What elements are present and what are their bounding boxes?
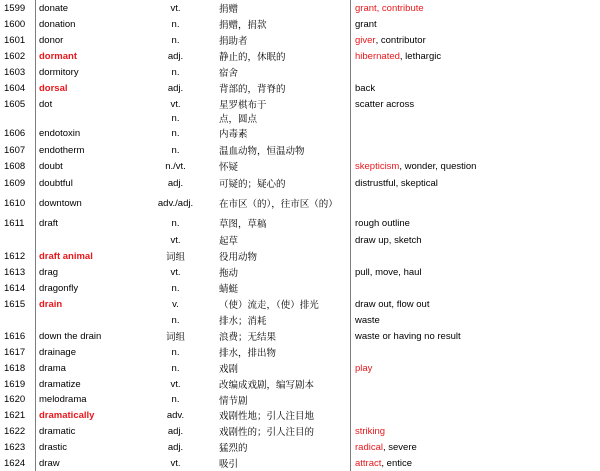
- headword: downtown: [39, 197, 82, 209]
- part-of-speech: n.: [171, 66, 180, 78]
- synonym-text: , entice: [381, 457, 413, 469]
- table-row: [0, 96, 600, 112]
- synonyms: [355, 174, 600, 192]
- entry-number: 1615: [4, 298, 26, 310]
- table-row: [0, 296, 600, 312]
- table-row: [0, 376, 600, 392]
- table-row: [0, 142, 600, 158]
- chinese-definition: 蜻蜓: [219, 284, 239, 295]
- chinese-definition: 捐赠: [219, 4, 239, 15]
- part-of-speech: n.: [171, 282, 180, 294]
- synonym-highlight: hibernated: [355, 50, 400, 62]
- headword: down the drain: [39, 330, 102, 342]
- synonym-text: , contributor: [375, 34, 426, 46]
- headword: drama: [39, 362, 66, 374]
- headword: dramatically: [39, 409, 95, 421]
- entry-number: 1619: [4, 378, 26, 390]
- chinese-definition: 可疑的；疑心的: [219, 179, 286, 190]
- headword: doubtful: [39, 177, 73, 189]
- part-of-speech: vt.: [170, 457, 181, 469]
- table-row: [0, 112, 600, 124]
- part-of-speech: vt.: [170, 266, 181, 278]
- synonyms: [355, 48, 600, 64]
- entry-number: 1599: [4, 2, 26, 14]
- table-row: [0, 232, 600, 248]
- entry-number: 1607: [4, 144, 26, 156]
- table-row: [0, 392, 600, 407]
- chinese-definition: 吸引: [219, 459, 239, 470]
- chinese-definition: 情节剧: [219, 395, 248, 407]
- headword: donate: [39, 2, 69, 14]
- chinese-definition: 背部的，背脊的: [219, 84, 286, 95]
- synonyms: [355, 296, 600, 312]
- part-of-speech: n.: [171, 18, 180, 30]
- entry-number: 1608: [4, 160, 26, 172]
- synonym-text: waste: [355, 314, 380, 326]
- synonyms: [355, 80, 600, 96]
- entry-number: [4, 112, 34, 124]
- synonyms: [355, 439, 600, 455]
- headword: draw: [39, 457, 60, 469]
- entry-number: 1620: [4, 394, 26, 405]
- chinese-definition: 在市区（的），往市区（的）: [219, 199, 338, 210]
- part-of-speech: n.: [171, 127, 180, 139]
- entry-number: 1617: [4, 346, 26, 358]
- table-row: [0, 328, 600, 344]
- table-row: [0, 455, 600, 471]
- chinese-definition: 捐助者: [219, 36, 248, 47]
- part-of-speech: adj.: [167, 177, 184, 189]
- synonym-highlight: giver: [355, 34, 376, 46]
- table-row: [0, 423, 600, 439]
- chinese-definition: 怀疑: [219, 162, 239, 173]
- chinese-definition: 静止的，休眠的: [219, 52, 286, 63]
- part-of-speech: adj.: [167, 82, 184, 94]
- synonyms: [355, 232, 600, 248]
- part-of-speech: vt.: [170, 2, 181, 14]
- part-of-speech: 词组: [165, 252, 185, 263]
- table-row: [0, 280, 600, 296]
- synonyms: [355, 64, 600, 80]
- synonym-text: draw out, flow out: [355, 298, 430, 310]
- headword: doubt: [39, 160, 63, 172]
- chinese-definition: 排水，排出物: [219, 348, 277, 359]
- entry-number: 1623: [4, 441, 26, 453]
- synonym-text: grant: [355, 18, 377, 30]
- part-of-speech: n.: [171, 394, 180, 405]
- synonyms: [355, 192, 600, 214]
- part-of-speech: n.: [171, 346, 180, 358]
- synonyms: [355, 407, 600, 423]
- entry-number: 1603: [4, 66, 26, 78]
- chinese-definition: 役用动物: [219, 252, 258, 263]
- chinese-definition: 草图，草稿: [219, 219, 267, 230]
- table-row: [0, 64, 600, 80]
- part-of-speech: vt.: [170, 378, 181, 390]
- entry-number: 1618: [4, 362, 26, 374]
- headword: dormant: [39, 50, 77, 62]
- headword: [39, 112, 134, 124]
- synonym-text: draw up, sketch: [355, 234, 422, 246]
- table-row: [0, 80, 600, 96]
- chinese-definition: 星罗棋布于: [219, 100, 267, 111]
- chinese-definition: 戏剧性的；引人注目的: [219, 427, 315, 438]
- entry-number: [4, 312, 34, 328]
- table-row: [0, 192, 600, 214]
- entry-number: 1602: [4, 50, 26, 62]
- part-of-speech: n.: [171, 112, 180, 124]
- synonyms: [355, 124, 600, 142]
- chinese-definition: 排水；消耗: [219, 316, 267, 327]
- entry-number: 1616: [4, 330, 26, 342]
- table-row: [0, 124, 600, 142]
- entry-number: 1614: [4, 282, 26, 294]
- headword: dorsal: [39, 82, 68, 94]
- synonym-text: , severe: [383, 441, 417, 453]
- synonyms: [355, 312, 600, 328]
- chinese-definition: 点，圆点: [219, 114, 258, 124]
- synonyms: [355, 0, 600, 16]
- chinese-definition: 戏剧性地；引人注目地: [219, 411, 315, 422]
- synonym-highlight: attract: [355, 457, 382, 469]
- entry-number: 1600: [4, 18, 26, 30]
- part-of-speech: adv.: [166, 409, 185, 421]
- entry-number: 1610: [4, 197, 26, 209]
- entry-number: [4, 232, 34, 248]
- synonym-text: back: [355, 82, 376, 94]
- entry-number: 1611: [4, 217, 25, 229]
- part-of-speech: n.: [171, 144, 180, 156]
- part-of-speech: n.: [171, 362, 180, 374]
- table-row: [0, 248, 600, 264]
- table-row: [0, 312, 600, 328]
- part-of-speech: 词组: [165, 332, 185, 343]
- chinese-definition: （使）流走，（使）排光: [219, 300, 319, 311]
- table-row: [0, 407, 600, 423]
- chinese-definition: 浪费；无结果: [219, 332, 277, 343]
- table-row: [0, 264, 600, 280]
- table-row: [0, 360, 600, 376]
- headword: [39, 232, 134, 248]
- headword: donor: [39, 34, 64, 46]
- chinese-definition: 拖动: [219, 268, 239, 279]
- synonym-text: , wonder, question: [399, 160, 477, 172]
- part-of-speech: v.: [172, 298, 179, 310]
- part-of-speech: vt.: [170, 98, 181, 110]
- entry-number: 1604: [4, 82, 26, 94]
- synonyms: [355, 328, 600, 344]
- headword: donation: [39, 18, 76, 30]
- synonyms: [355, 248, 600, 264]
- entry-number: 1613: [4, 266, 26, 278]
- table-row: [0, 32, 600, 48]
- headword: drastic: [39, 441, 67, 453]
- entry-number: 1622: [4, 425, 26, 437]
- synonym-text: rough outline: [355, 217, 410, 229]
- synonyms: [355, 392, 600, 407]
- table-row: [0, 158, 600, 174]
- part-of-speech: adj.: [167, 441, 184, 453]
- chinese-definition: 宿舍: [219, 68, 239, 79]
- chinese-definition: 温血动物，恒温动物: [219, 146, 305, 157]
- chinese-definition: 猛烈的: [219, 443, 248, 454]
- entry-number: 1606: [4, 127, 26, 139]
- headword: dormitory: [39, 66, 79, 78]
- entry-number: 1605: [4, 98, 26, 110]
- chinese-definition: 起草: [219, 236, 239, 247]
- chinese-definition: 戏剧: [219, 364, 239, 375]
- entry-number: 1624: [4, 457, 26, 469]
- synonyms: [355, 214, 600, 232]
- headword: draft animal: [39, 250, 93, 262]
- synonym-highlight: striking: [355, 425, 386, 437]
- table-row: [0, 439, 600, 455]
- headword: drag: [39, 266, 59, 278]
- synonyms: [355, 455, 600, 471]
- headword: draft: [39, 217, 59, 229]
- part-of-speech: adj.: [167, 50, 184, 62]
- table-row: [0, 16, 600, 32]
- headword: dragonfly: [39, 282, 79, 294]
- table-row: [0, 174, 600, 192]
- synonyms: [355, 158, 600, 174]
- chinese-definition: 改编成戏剧，编写剧本: [219, 380, 315, 391]
- part-of-speech: n.: [171, 217, 180, 229]
- part-of-speech: n.: [171, 314, 180, 326]
- synonyms: [355, 112, 600, 124]
- headword: drain: [39, 298, 63, 310]
- entry-number: 1609: [4, 177, 26, 189]
- table-row: [0, 48, 600, 64]
- part-of-speech: vt.: [170, 234, 181, 246]
- synonyms: [355, 376, 600, 392]
- synonym-text: pull, move, haul: [355, 266, 422, 278]
- chinese-definition: 内毒素: [219, 129, 248, 140]
- synonym-text: , lethargic: [399, 50, 442, 62]
- synonyms: [355, 280, 600, 296]
- part-of-speech: adv./adj.: [157, 197, 194, 209]
- synonyms: [355, 16, 600, 32]
- synonyms: [355, 96, 600, 112]
- entry-number: 1612: [4, 250, 26, 262]
- synonym-text: waste or having no result: [355, 330, 461, 342]
- headword: [39, 312, 134, 328]
- entry-number: 1621: [4, 409, 26, 421]
- headword: melodrama: [39, 394, 87, 405]
- part-of-speech: n.: [171, 34, 180, 46]
- synonyms: [355, 360, 600, 376]
- table-row: [0, 344, 600, 360]
- table-row: [0, 0, 600, 16]
- synonym-text: scatter across: [355, 98, 415, 110]
- headword: drainage: [39, 346, 76, 358]
- synonym-text: distrustful, skeptical: [355, 177, 438, 189]
- chinese-definition: 捐赠，捐款: [219, 20, 267, 31]
- synonym-highlight: radical: [355, 441, 383, 453]
- headword: dot: [39, 98, 53, 110]
- entry-number: 1601: [4, 34, 26, 46]
- synonym-highlight: grant, contribute: [355, 2, 424, 14]
- headword: dramatize: [39, 378, 81, 390]
- synonym-highlight: play: [355, 362, 373, 374]
- synonyms: [355, 142, 600, 158]
- synonym-highlight: skepticism: [355, 160, 400, 172]
- synonyms: [355, 423, 600, 439]
- synonyms: [355, 344, 600, 360]
- headword: endotherm: [39, 144, 85, 156]
- table-row: [0, 214, 600, 232]
- headword: dramatic: [39, 425, 76, 437]
- synonyms: [355, 264, 600, 280]
- part-of-speech: n./vt.: [165, 160, 186, 172]
- part-of-speech: adj.: [167, 425, 184, 437]
- synonyms: [355, 32, 600, 48]
- headword: endotoxin: [39, 127, 81, 139]
